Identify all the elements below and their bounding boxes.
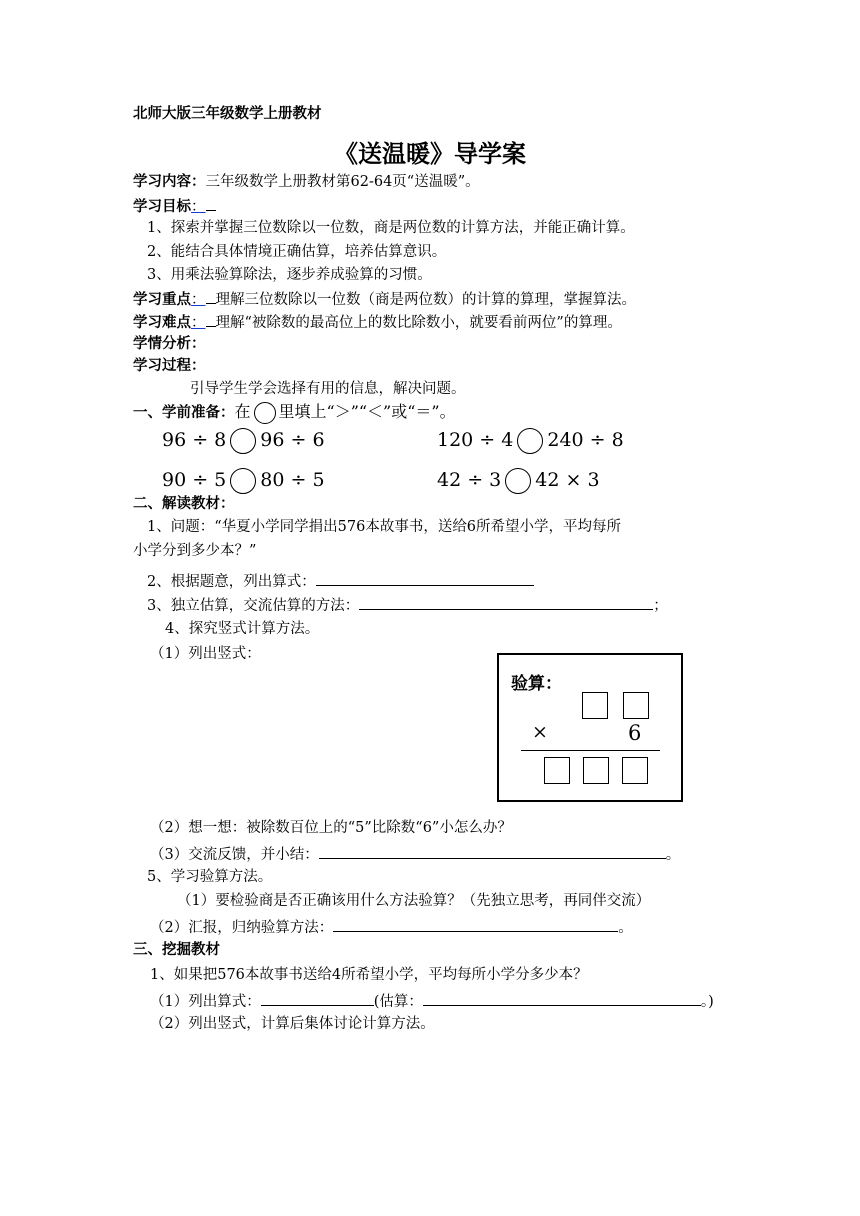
section1-heading-line [133,400,456,425]
analysis-label: 学情分析： [133,336,206,352]
digit-box[interactable] [582,692,608,719]
learning-goals-heading [133,195,216,217]
answer-blank[interactable] [261,990,374,1006]
textbook-header: 北师大版三年级数学上册教材 [133,106,322,122]
difficulty-text: 理解“被除数的最高位上的数比除数小，就要看前两位”的算理。 [215,315,622,331]
answer-blank[interactable] [423,990,701,1006]
multiplier: 6 [628,721,642,745]
section2-heading: 二、解读教材： [133,496,235,512]
page-title: 《送温暖》导学案 [334,140,526,168]
section2-q4-1: （1）列出竖式： [150,646,261,662]
section2-q4-3-text: （3）交流反馈，并小结： [150,847,319,863]
equation-rule [521,750,660,751]
section2-q3-end: ； [653,598,668,614]
blank-line [206,288,216,304]
digit-box[interactable] [623,692,649,719]
answer-blank[interactable] [359,594,653,610]
compare-left: 90 ÷ 5 [162,469,227,491]
key-point [133,288,636,310]
blank-line [206,195,216,211]
digit-box[interactable] [622,757,648,784]
answer-blank[interactable] [333,916,618,932]
section1-instr-post: 里填上“＞”“＜”或“＝”。 [278,402,456,421]
difficulty [133,311,622,333]
section2-q2-text: 2、根据题意，列出算式： [147,574,316,590]
section3-q1-1-end: 。) [700,994,714,1010]
circle-icon [254,402,276,424]
compare-item-3 [162,468,325,494]
section2-q5-2-end: 。 [618,920,633,936]
answer-circle[interactable] [230,468,256,494]
section3-q1-1-mid: (估算： [373,994,423,1010]
section2-q5: 5、学习验算方法。 [147,869,273,885]
verification-box [497,653,683,802]
section2-q1-line2: 小学分到多少本？” [133,543,257,559]
section3-q1: 1、如果把576本故事书送给4所希望小学，平均每所小学分多少本？ [150,967,588,983]
goal-item-2: 2、能结合具体情境正确估算，培养估算意识。 [147,244,447,260]
section2-q4-2: （2）想一想：被除数百位上的“5”比除数“6”小怎么办？ [150,820,512,836]
digit-box[interactable] [583,757,609,784]
process-intro: 引导学生学会选择有用的信息，解决问题。 [190,381,466,397]
times-sign: × [532,721,548,743]
section2-q5-1: （1）要检验商是否正确该用什么方法验算？（先独立思考，再同伴交流） [177,893,651,909]
learning-content-text: 三年级数学上册教材第62-64页“送温暖”。 [205,174,480,190]
compare-right: 96 ÷ 6 [260,429,325,451]
compare-item-2 [437,428,624,454]
section2-q4-3-end: 。 [665,847,681,863]
section2-q1-line1: 1、问题：“华夏小学同学捐出576本故事书，送给6所希望小学，平均每所 [147,519,622,535]
answer-blank[interactable] [319,843,666,859]
goal-item-1: 1、探索并掌握三位数除以一位数，商是两位数的计算方法，并能正确计算。 [147,220,635,236]
compare-left: 120 ÷ 4 [437,429,514,451]
section3-heading: 三、挖掘教材 [133,942,220,958]
key-point-colon: ： [191,292,206,308]
learning-goals-colon: ： [191,199,206,215]
compare-right: 42 × 3 [535,469,600,491]
section1-instr-pre: 在 [234,402,251,421]
learning-content-label: 学习内容： [133,174,206,190]
section3-q1-2: （2）列出竖式，计算后集体讨论计算方法。 [150,1016,435,1032]
section2-q4-3 [150,843,680,865]
compare-left: 42 ÷ 3 [437,469,502,491]
section1-heading: 一、学前准备： [133,405,235,421]
section2-q5-2-text: （2）汇报，归纳验算方法： [150,920,334,936]
section2-q4: 4、探究竖式计算方法。 [165,621,320,637]
goal-item-3: 3、用乘法验算除法，逐步养成验算的习惯。 [147,267,432,283]
learning-goals-label: 学习目标 [133,199,191,215]
compare-item-1 [162,428,325,454]
verification-label: 验算： [511,674,562,694]
difficulty-label: 学习难点 [133,315,191,331]
compare-right: 240 ÷ 8 [547,429,624,451]
answer-circle[interactable] [505,468,531,494]
section2-q3-text: 3、独立估算，交流估算的方法： [147,598,360,614]
compare-item-4 [437,468,600,494]
compare-right: 80 ÷ 5 [260,469,325,491]
compare-left: 96 ÷ 8 [162,429,227,451]
process-label: 学习过程： [133,358,206,374]
section2-q5-2 [150,916,633,938]
answer-circle[interactable] [517,428,543,454]
digit-box[interactable] [544,757,570,784]
blank-line [206,311,216,327]
key-point-label: 学习重点 [133,292,191,308]
section2-q2 [147,570,534,592]
section2-q3 [147,594,668,616]
section3-q1-1 [150,990,714,1012]
difficulty-colon: ： [191,315,206,331]
answer-circle[interactable] [230,428,256,454]
learning-content [133,172,480,192]
section3-q1-1-text: （1）列出算式： [150,994,261,1010]
answer-blank[interactable] [316,570,534,586]
key-point-text: 理解三位数除以一位数（商是两位数）的计算的算理，掌握算法。 [215,292,636,308]
